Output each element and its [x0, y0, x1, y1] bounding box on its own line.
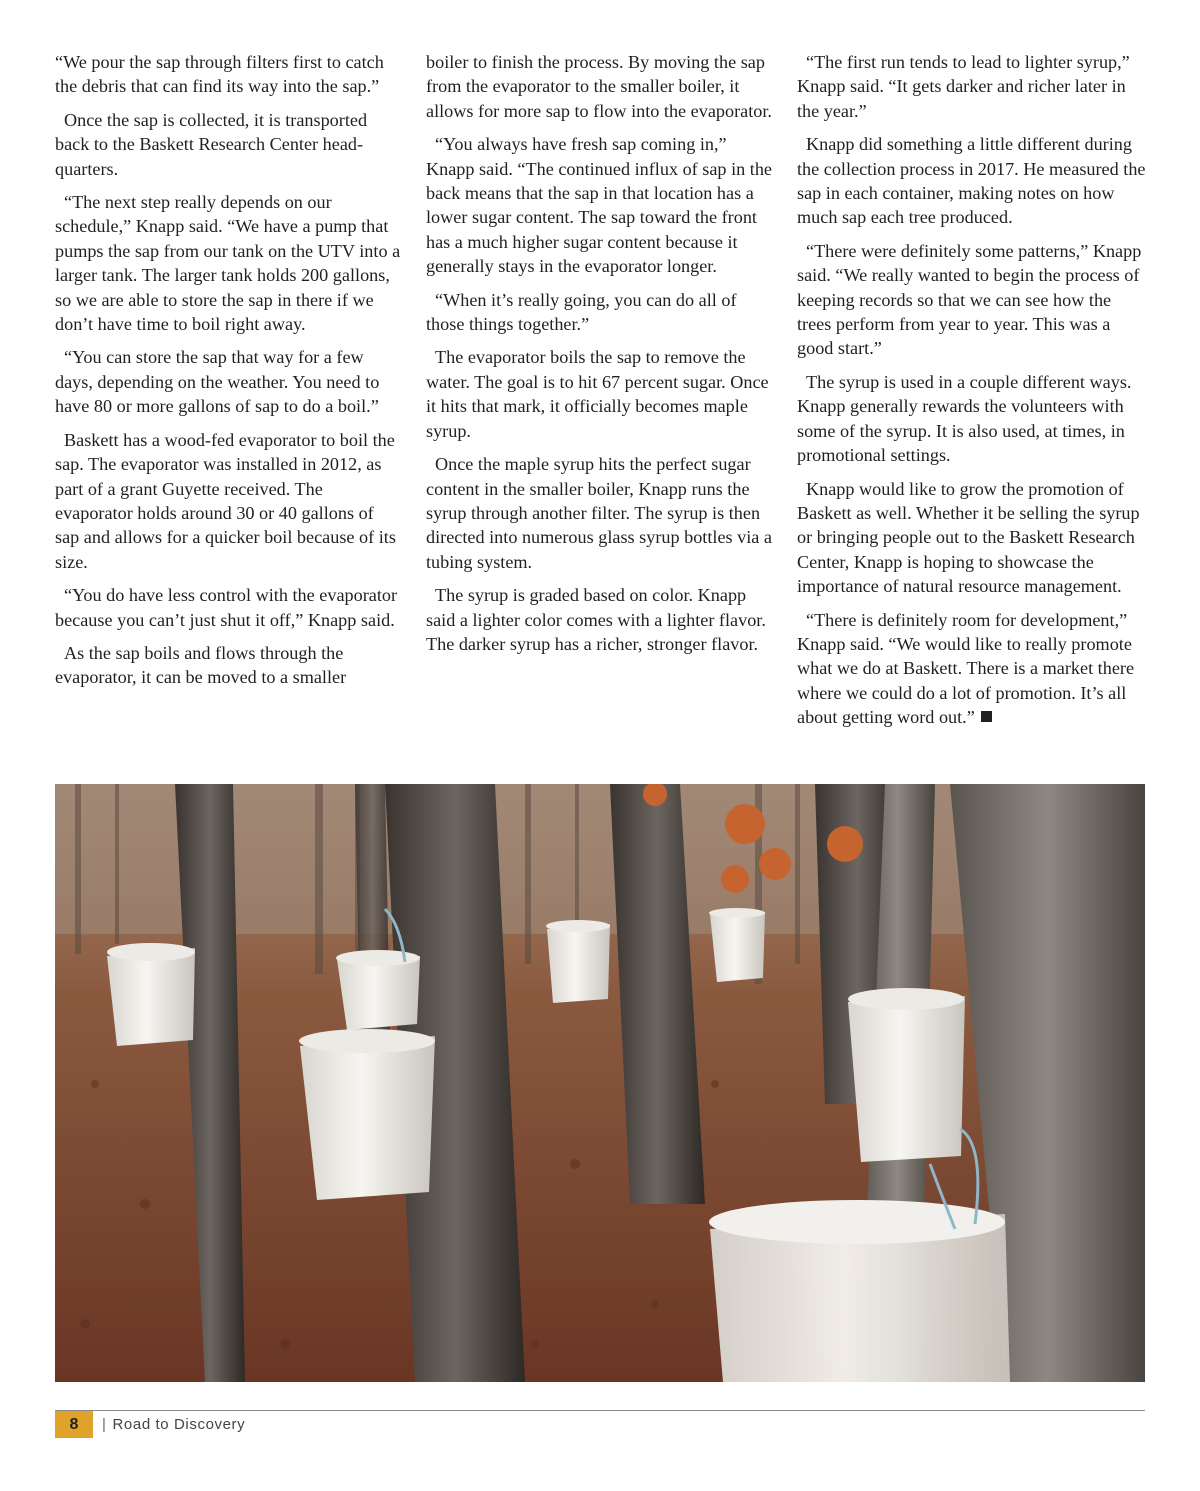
bucket: [299, 1029, 435, 1200]
paragraph: Baskett has a wood-fed evaporator to boil the sap. The evaporator was installed in 2012, as part of a grant Guyette received. The evaporator holds around 30 or 40 gallons of sap and allows for a quicker boil because of its size.: [55, 429, 396, 572]
bucket: [709, 908, 765, 982]
paragraph: “The first run tends to lead to lighter syrup,” Knapp said. “It gets darker and richer later in the year.”: [797, 52, 1130, 121]
article-column-1: [55, 50, 402, 760]
paragraph: Once the sap is collected, it is transported back to the Baskett Research Center headquarters.: [55, 109, 368, 179]
end-mark-icon: [981, 711, 992, 722]
paragraph: “We pour the sap through filters first to catch the debris that can find its way into the sap.”: [55, 52, 384, 97]
footer-separator: |: [102, 1416, 107, 1433]
publication-name: Road to Discovery: [112, 1416, 246, 1433]
paragraph: Knapp did something a little different during the collection process in 2017. He measured the sap in each container, making notes on how much sap each tree produced.: [797, 134, 1146, 228]
bucket: [709, 1200, 1010, 1382]
paragraph: boiler to finish the process. By moving the sap from the evaporator to the smaller boiler, it allows for more sap to flow into the evaporator.: [426, 52, 772, 121]
page-number: 8: [55, 1411, 93, 1438]
publication-title: [102, 1411, 245, 1438]
paragraph: “The next step really depends on our schedule,” Knapp said. “We have a pump that pumps the sap from our tank on the UTV into a larger tank. The larger tank holds 200 gallons, so we are able to store the sap in there if we don’t have time to boil right away.: [55, 192, 401, 335]
paragraph-text: “There is definitely room for development,” Knapp said. “We would like to really promote what we do at Baskett. There is a market there where we could do a lot of promotion. It’s all about getting word out.”: [797, 609, 1135, 728]
bucket: [848, 988, 965, 1162]
paragraph: The evaporator boils the sap to remove the water. The goal is to hit 67 percent sugar. Once it hits that mark, it officially becomes maple syrup.: [426, 347, 769, 441]
paragraph: “When it’s really going, you can do all of those things together.”: [426, 289, 737, 335]
bucket: [546, 920, 610, 1003]
paragraph: The syrup is used in a couple different ways. Knapp generally rewards the volunteers with some of the syrup. It is also used, at times, in promotional settings.: [797, 371, 1132, 466]
bucket: [336, 950, 420, 1030]
article-body: [55, 50, 1147, 760]
paragraph: “You always have fresh sap coming in,” Knapp said. “The continued influx of sap in the back means that the sap in that location has a lower sugar content. The sap toward the front has a much higher sugar content because it generally stays in the evaporator longer.: [426, 134, 772, 277]
paragraph: Once the maple syrup hits the perfect sugar content in the smaller boiler, Knapp runs the syrup through another filter. The syrup is then directed into numerous glass syrup bottles via a tubing system.: [426, 454, 772, 572]
paragraph: “You do have less control with the evaporator because you can’t just shut it off,” Knapp said.: [55, 585, 398, 630]
paragraph: As the sap boils and flows through the evaporator, it can be moved to a smaller: [55, 642, 347, 688]
photo-illustration: [55, 784, 1145, 1382]
paragraph: “There were definitely some patterns,” Knapp said. “We really wanted to begin the process of keeping records so that we can see how the trees perform from year to year. This was a good start.”: [797, 240, 1142, 359]
bucket: [107, 943, 195, 1046]
article-column-3: [797, 50, 1147, 760]
paragraph: Knapp would like to grow the promotion of Baskett as well. Whether it be selling the syrup or bringing people out to the Baskett Research Center, Knapp is hoping to showcase the importance of natural resource management.: [797, 478, 1140, 597]
photo-sap-buckets-on-trees: [55, 784, 1145, 1382]
paragraph: “You can store the sap that way for a few days, depending on the weather. You need to have 80 or more gallons of sap to do a boil.”: [55, 347, 380, 417]
article-column-2: [426, 50, 773, 760]
last-paragraph: [797, 608, 1147, 730]
paragraph: The syrup is graded based on color. Knapp said a lighter color comes with a lighter flavor. The darker syrup has a richer, stronger flavor.: [426, 585, 766, 654]
